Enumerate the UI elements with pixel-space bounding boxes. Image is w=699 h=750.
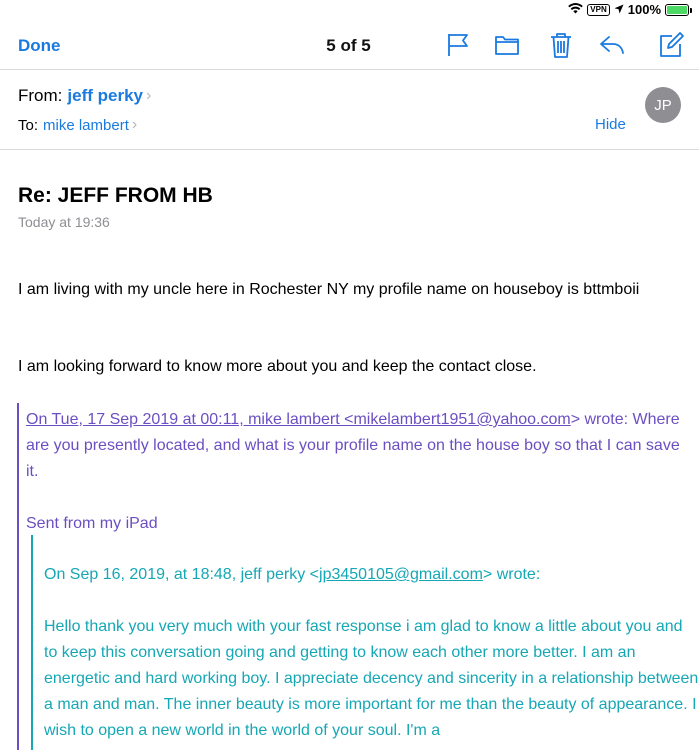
from-row xyxy=(18,86,151,106)
quote-date-link[interactable]: On Tue, 17 Sep 2019 at 00:11, mike lambert < xyxy=(26,411,354,428)
nested-quote-intro-prefix: On Sep 16, 2019, at 18:48, jeff perky < xyxy=(44,566,320,583)
status-indicators xyxy=(568,2,689,17)
toolbar xyxy=(0,20,699,70)
location-arrow-icon xyxy=(614,2,624,17)
folder-icon[interactable] xyxy=(492,30,522,60)
body-paragraph: I am looking forward to know more about you and keep the contact close. xyxy=(18,358,537,375)
done-button[interactable]: Done xyxy=(18,36,61,55)
quote-intro-suffix: > wrote: xyxy=(570,411,629,428)
recipient-name[interactable]: mike lambert xyxy=(43,116,129,134)
email-link[interactable]: mikelambert1951@yahoo.com xyxy=(353,411,571,428)
trash-icon[interactable] xyxy=(546,30,576,60)
compose-icon[interactable] xyxy=(656,30,686,60)
nested-quote-intro xyxy=(44,562,699,588)
sender-name[interactable]: jeff perky xyxy=(67,86,143,105)
message-header xyxy=(0,70,699,150)
quote-signature: Sent from my iPad xyxy=(26,515,158,532)
message-date: Today at 19:36 xyxy=(18,214,110,230)
battery-percent: 100% xyxy=(627,2,661,17)
chevron-right-icon: › xyxy=(131,116,138,133)
battery-fill xyxy=(667,6,687,14)
quote-body: Where are you presently located, and what is your profile name on the house boy so that I can save it. xyxy=(26,411,680,480)
battery-cap xyxy=(690,8,692,13)
to-label: To: xyxy=(18,116,39,134)
message-counter: 5 of 5 xyxy=(326,36,371,55)
from-label: From: xyxy=(18,86,63,105)
quoted-message xyxy=(17,403,699,750)
quote-intro xyxy=(26,407,694,485)
nested-quote-body: Hello thank you very much with your fast response i am glad to know a little about you and to keep this conversation going and getting to know each other more better. I am an energetic and hard working boy. I appreciate decency and sincerity in a relationship between a man and man. The inner beauty is more important for me than the beauty of appearance. I wish to open a new world in the world of your soul. I'm a xyxy=(44,618,699,739)
wifi-icon xyxy=(568,2,583,17)
status-bar xyxy=(0,0,699,20)
body-paragraph: I am living with my uncle here in Rochester NY my profile name on houseboy is bttmboii xyxy=(18,281,640,298)
to-row xyxy=(18,116,137,134)
battery-icon xyxy=(665,4,689,16)
avatar: JP xyxy=(645,87,681,123)
flag-icon[interactable] xyxy=(443,30,473,60)
vpn-badge: VPN xyxy=(587,4,609,16)
nested-quote-intro-suffix: > wrote: xyxy=(482,566,541,583)
hide-button[interactable]: Hide xyxy=(595,116,626,133)
nested-quoted-message xyxy=(31,535,699,750)
chevron-right-icon: › xyxy=(145,87,152,104)
reply-icon[interactable] xyxy=(597,30,627,60)
message-subject: Re: JEFF FROM HB xyxy=(18,184,213,207)
email-link[interactable]: jp3450105@gmail.com xyxy=(319,566,483,583)
